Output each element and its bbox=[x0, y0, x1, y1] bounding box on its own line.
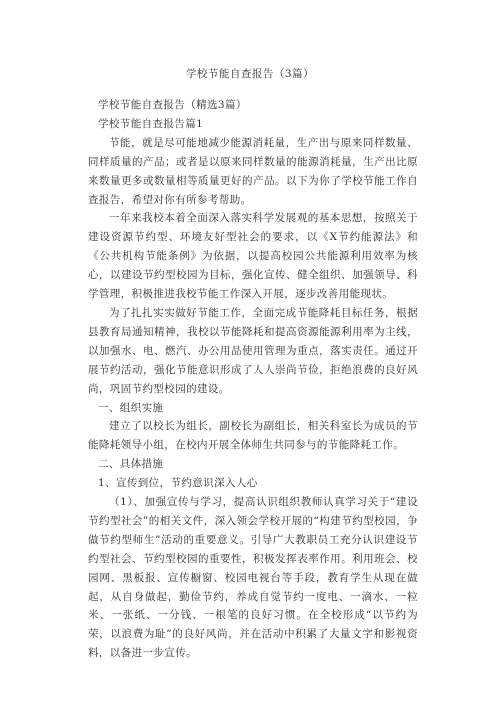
paragraph-overview: 一年来我校本着全面深入落实科学发展观的基本思想，按照关于建设资源节约型、环境友好型社会的要求，以《X节约能源法》和《公共机构节能条例》为依据，以提高校园公共能源利用效率为核心，以建设节约型校园为目标，强化宣传、健全组织、加强领导、科学管理，积极推进我校节能工作深入开展，逐步改善用能现状。 bbox=[88, 212, 418, 301]
heading-publicity: 1、宣传到位，节约意识深入人心 bbox=[98, 477, 258, 490]
paragraph-organization: 建立了以校长为组长，副校长为副组长，相关科室长为成员的节能降耗领导小组，在校内开展全体师生共同参与的节能降耗工作。 bbox=[88, 420, 418, 452]
paragraph-publicity: （1）、加强宣传与学习，提高认识组织教师认真学习关于“建设节约型社会”的相关文件，深入领会学校开展的“构建节约型校园，争做节约型师生”活动的重要意义。引导广大教职员工充分认识建设节约型社会、节约型校园的重要性，积极发挥表率作用。利用班会、校园网、黑板报、宣传橱窗、校园电视台等手段，教育学生从现在做起，从自身做起，勤俭节约，养成自觉节约一度电、一滴水、一粒米、一张纸、一分钱、一根笔的良好习惯。在全校形成“以节约为荣，以浪费为耻”的良好风尚，并在活动中积累了大量文字和影视资料，以备进一步宣传。 bbox=[88, 496, 418, 660]
document-title: 学校节能自查报告（3篇） bbox=[185, 68, 315, 80]
paragraph-intro: 节能，就是尽可能地减少能源消耗量，生产出与原来同样数量、同样质量的产品；或者是以原来同样数量的能源消耗量，生产出比原来数量更多或数量相等质量更好的产品。以下为你了学校节能工作自查报告，希望对你有所参考帮助。 bbox=[88, 136, 418, 206]
document-body bbox=[88, 96, 418, 663]
heading-organization: 一、组织实施 bbox=[98, 401, 164, 414]
document-subtitle: 学校节能自查报告（精选3篇） bbox=[98, 99, 247, 111]
section-title: 学校节能自查报告篇1 bbox=[98, 117, 204, 130]
paragraph-goals: 为了扎扎实实做好节能工作，全面完成节能降耗目标任务，根据县教育局通知精神，我校以节能降耗和提高资源能源利用率为主线，以加强水、电、燃汽、办公用品使用管理为重点，落实责任。通过开展节约活动，强化节能意识形成了人人崇尚节俭，拒绝浪费的良好风尚，巩固节约型校园的建设。 bbox=[88, 306, 418, 395]
heading-measures: 二、具体措施 bbox=[98, 458, 164, 471]
